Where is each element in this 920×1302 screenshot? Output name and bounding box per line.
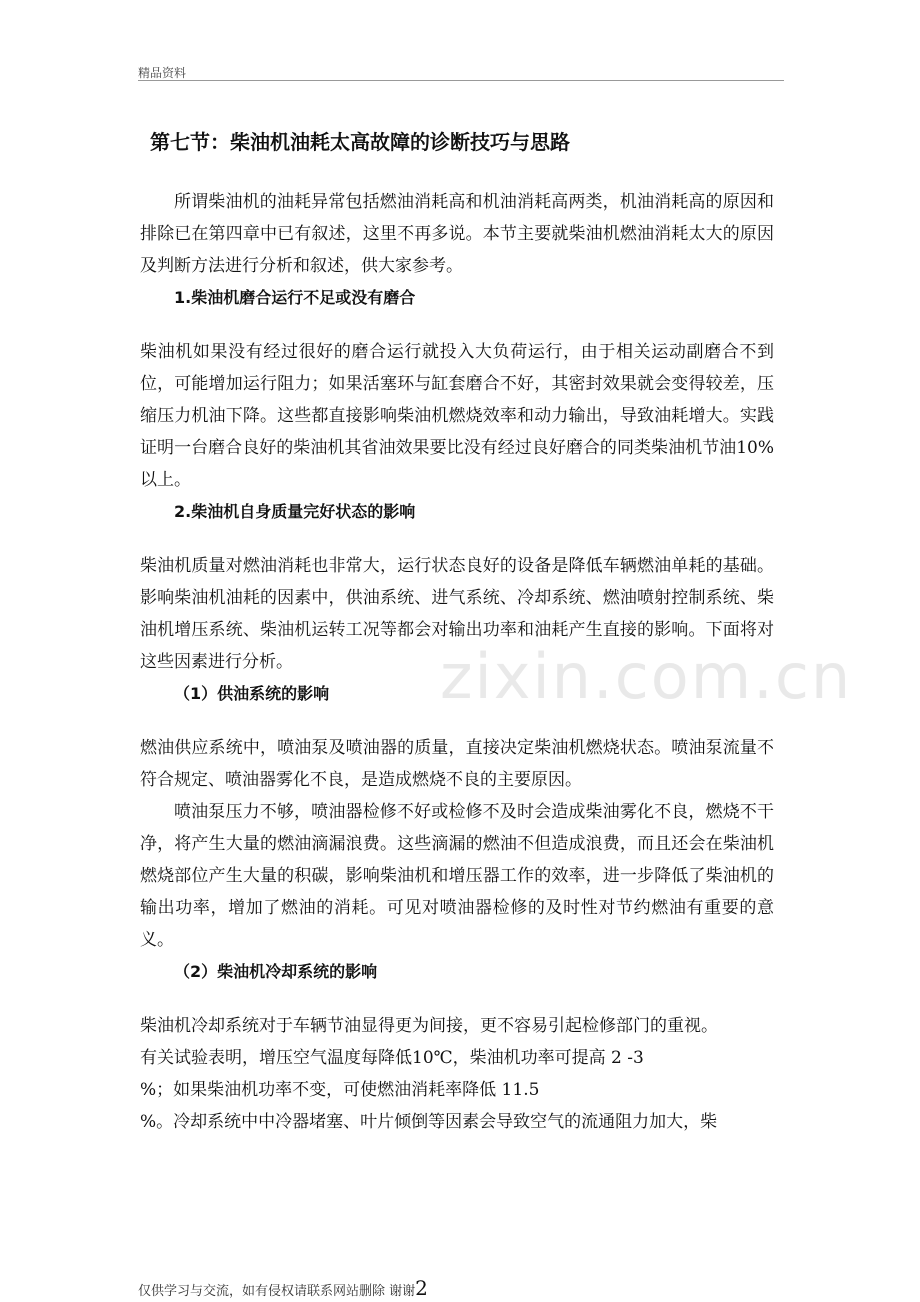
subsection-heading-2: （2）柴油机冷却系统的影响 bbox=[174, 962, 378, 981]
subsection-heading-1: （1）供油系统的影响 bbox=[174, 684, 330, 703]
document-body bbox=[140, 186, 774, 1138]
subsection-1-paragraph-1: 燃油供应系统中，喷油泵及喷油器的质量，直接决定柴油机燃烧状态。喷油泵流量不符合规定、喷油器雾化不良，是造成燃烧不良的主要原因。 bbox=[140, 738, 774, 790]
intro-paragraph: 所谓柴油机的油耗异常包括燃油消耗高和机油消耗高两类，机油消耗高的原因和排除已在第四章中已有叙述，这里不再多说。本节主要就柴油机燃油消耗太大的原因及判断方法进行分析和叙述，供大家参考。 bbox=[140, 192, 774, 276]
footer-text: 仅供学习与交流，如有侵权请联系网站删除 谢谢 bbox=[138, 1284, 416, 1299]
header-label: 精品资料 bbox=[138, 66, 187, 80]
subsection-2-line-4: %。冷却系统中中冷器堵塞、叶片倾倒等因素会导致空气的流通阻力加大，柴 bbox=[140, 1112, 718, 1132]
header-rule bbox=[138, 80, 784, 81]
subsection-2-line-1: 柴油机冷却系统对于车辆节油显得更为间接，更不容易引起检修部门的重视。 bbox=[140, 1016, 718, 1036]
section-2-paragraph: 柴油机质量对燃油消耗也非常大，运行状态良好的设备是降低车辆燃油单耗的基础。影响柴油机油耗的因素中，供油系统、进气系统、冷却系统、燃油喷射控制系统、柴油机增压系统、柴油机运转工况等都会对输出功率和油耗产生直接的影响。下面将对这些因素进行分析。 bbox=[140, 556, 774, 672]
page-footer bbox=[138, 1276, 428, 1300]
page-title: 第七节：柴油机油耗太高故障的诊断技巧与思路 bbox=[150, 130, 570, 154]
subsection-1-paragraph-2: 喷油泵压力不够，喷油器检修不好或检修不及时会造成柴油雾化不良，燃烧不干净，将产生大量的燃油滴漏浪费。这些滴漏的燃油不但造成浪费，而且还会在柴油机燃烧部位产生大量的积碳，影响柴油机和增压器工作的效率，进一步降低了柴油机的输出功率，增加了燃油的消耗。可见对喷油器检修的及时性对节约燃油有重要的意义。 bbox=[140, 802, 774, 950]
watermark: zixin.com.cn bbox=[440, 640, 853, 713]
subsection-2-line-3: %；如果柴油机功率不变，可使燃油消耗率降低 11.5 bbox=[140, 1080, 540, 1100]
subsection-2-line-2: 有关试验表明，增压空气温度每降低10℃，柴油机功率可提高 2 -3 bbox=[140, 1048, 644, 1068]
page-number: 2 bbox=[415, 1276, 428, 1300]
section-1-paragraph: 柴油机如果没有经过很好的磨合运行就投入大负荷运行，由于相关运动副磨合不到位，可能增加运行阻力；如果活塞环与缸套磨合不好，其密封效果就会变得较差，压缩压力机油下降。这些都直接影响柴油机燃烧效率和动力输出，导致油耗增大。实践证明一台磨合良好的柴油机其省油效果要比没有经过良好磨合的同类柴油机节油10%以上。 bbox=[140, 342, 774, 490]
section-heading-2: 2.柴油机自身质量完好状态的影响 bbox=[174, 502, 416, 521]
section-heading-1: 1.柴油机磨合运行不足或没有磨合 bbox=[174, 288, 416, 307]
